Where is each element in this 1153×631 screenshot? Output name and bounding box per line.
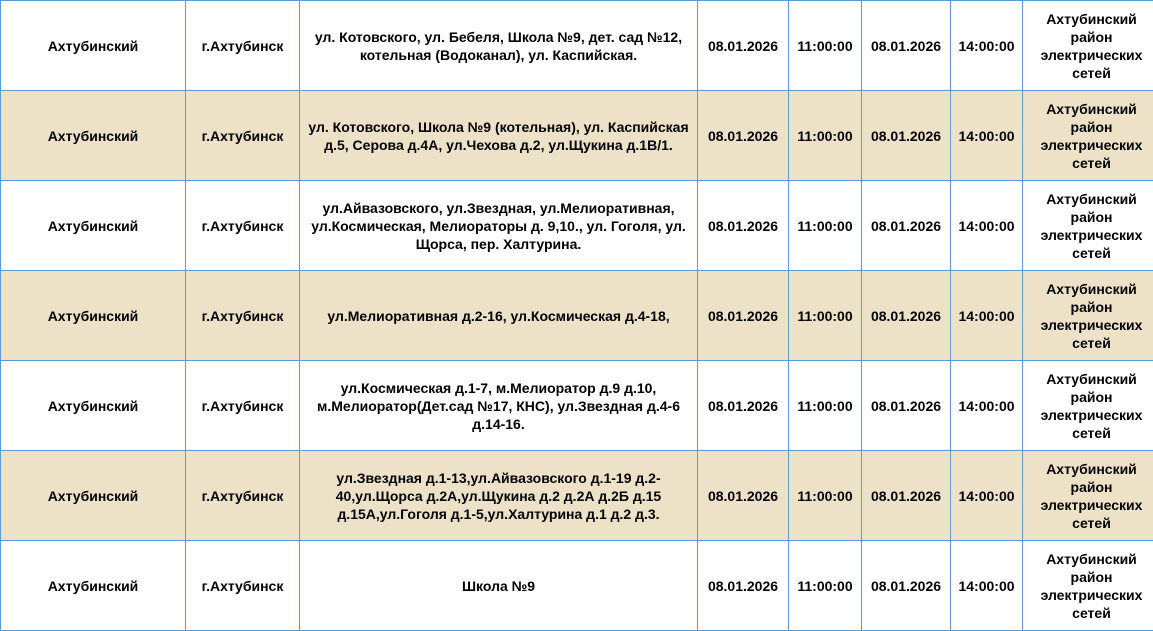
cell-network: Ахтубинский район электрических сетей	[1023, 91, 1153, 181]
cell-start-date: 08.01.2026	[698, 1, 789, 91]
table-row	[1, 451, 1153, 541]
cell-end-time: 14:00:00	[951, 361, 1023, 451]
table-row	[1, 361, 1153, 451]
cell-network: Ахтубинский район электрических сетей	[1023, 1, 1153, 91]
cell-city: г.Ахтубинск	[186, 181, 300, 271]
cell-end-time: 14:00:00	[951, 271, 1023, 361]
cell-network: Ахтубинский район электрических сетей	[1023, 541, 1153, 631]
cell-district: Ахтубинский	[1, 541, 186, 631]
cell-end-date: 08.01.2026	[862, 91, 951, 181]
cell-district: Ахтубинский	[1, 1, 186, 91]
cell-start-time: 11:00:00	[789, 91, 862, 181]
cell-network: Ахтубинский район электрических сетей	[1023, 451, 1153, 541]
cell-end-date: 08.01.2026	[862, 181, 951, 271]
table-row	[1, 91, 1153, 181]
cell-district: Ахтубинский	[1, 181, 186, 271]
cell-streets: Школа №9	[300, 541, 698, 631]
cell-network: Ахтубинский район электрических сетей	[1023, 271, 1153, 361]
cell-city: г.Ахтубинск	[186, 451, 300, 541]
cell-end-time: 14:00:00	[951, 91, 1023, 181]
cell-streets: ул.Мелиоративная д.2-16, ул.Космическая д.4-18,	[300, 271, 698, 361]
cell-network: Ахтубинский район электрических сетей	[1023, 361, 1153, 451]
cell-network: Ахтубинский район электрических сетей	[1023, 181, 1153, 271]
cell-start-date: 08.01.2026	[698, 541, 789, 631]
cell-city: г.Ахтубинск	[186, 91, 300, 181]
cell-start-time: 11:00:00	[789, 361, 862, 451]
table-row	[1, 541, 1153, 631]
cell-start-date: 08.01.2026	[698, 181, 789, 271]
cell-district: Ахтубинский	[1, 271, 186, 361]
cell-city: г.Ахтубинск	[186, 361, 300, 451]
cell-start-time: 11:00:00	[789, 271, 862, 361]
cell-end-time: 14:00:00	[951, 1, 1023, 91]
cell-end-date: 08.01.2026	[862, 541, 951, 631]
cell-streets: ул.Звездная д.1-13,ул.Айвазовского д.1-19 д.2-40,ул.Щорса д.2А,ул.Щукина д.2 д.2А д.2Б д.15 д.15А,ул.Гоголя д.1-5,ул.Халтурина д.1 д.2 д.3.	[300, 451, 698, 541]
cell-district: Ахтубинский	[1, 361, 186, 451]
cell-district: Ахтубинский	[1, 451, 186, 541]
cell-start-date: 08.01.2026	[698, 91, 789, 181]
cell-end-time: 14:00:00	[951, 541, 1023, 631]
cell-end-time: 14:00:00	[951, 181, 1023, 271]
cell-streets: ул.Айвазовского, ул.Звездная, ул.Мелиоративная, ул.Космическая, Мелиораторы д. 9,10., ул. Гоголя, ул. Щорса, пер. Халтурина.	[300, 181, 698, 271]
cell-district: Ахтубинский	[1, 91, 186, 181]
cell-start-date: 08.01.2026	[698, 271, 789, 361]
cell-end-date: 08.01.2026	[862, 361, 951, 451]
cell-streets: ул.Космическая д.1-7, м.Мелиоратор д.9 д.10, м.Мелиоратор(Дет.сад №17, КНС), ул.Звездная д.4-6 д.14-16.	[300, 361, 698, 451]
cell-end-date: 08.01.2026	[862, 271, 951, 361]
cell-city: г.Ахтубинск	[186, 271, 300, 361]
cell-city: г.Ахтубинск	[186, 541, 300, 631]
cell-end-time: 14:00:00	[951, 451, 1023, 541]
cell-start-time: 11:00:00	[789, 451, 862, 541]
cell-streets: ул. Котовского, ул. Бебеля, Школа №9, дет. сад №12, котельная (Водоканал), ул. Каспийская.	[300, 1, 698, 91]
cell-end-date: 08.01.2026	[862, 451, 951, 541]
cell-start-date: 08.01.2026	[698, 361, 789, 451]
cell-start-date: 08.01.2026	[698, 451, 789, 541]
cell-start-time: 11:00:00	[789, 541, 862, 631]
cell-start-time: 11:00:00	[789, 1, 862, 91]
cell-end-date: 08.01.2026	[862, 1, 951, 91]
table-row	[1, 271, 1153, 361]
cell-city: г.Ахтубинск	[186, 1, 300, 91]
cell-streets: ул. Котовского, Школа №9 (котельная), ул. Каспийская д.5, Серова д.4А, ул.Чехова д.2, ул.Щукина д.1В/1.	[300, 91, 698, 181]
table-body	[1, 1, 1153, 631]
cell-start-time: 11:00:00	[789, 181, 862, 271]
table-row	[1, 181, 1153, 271]
table-row	[1, 1, 1153, 91]
